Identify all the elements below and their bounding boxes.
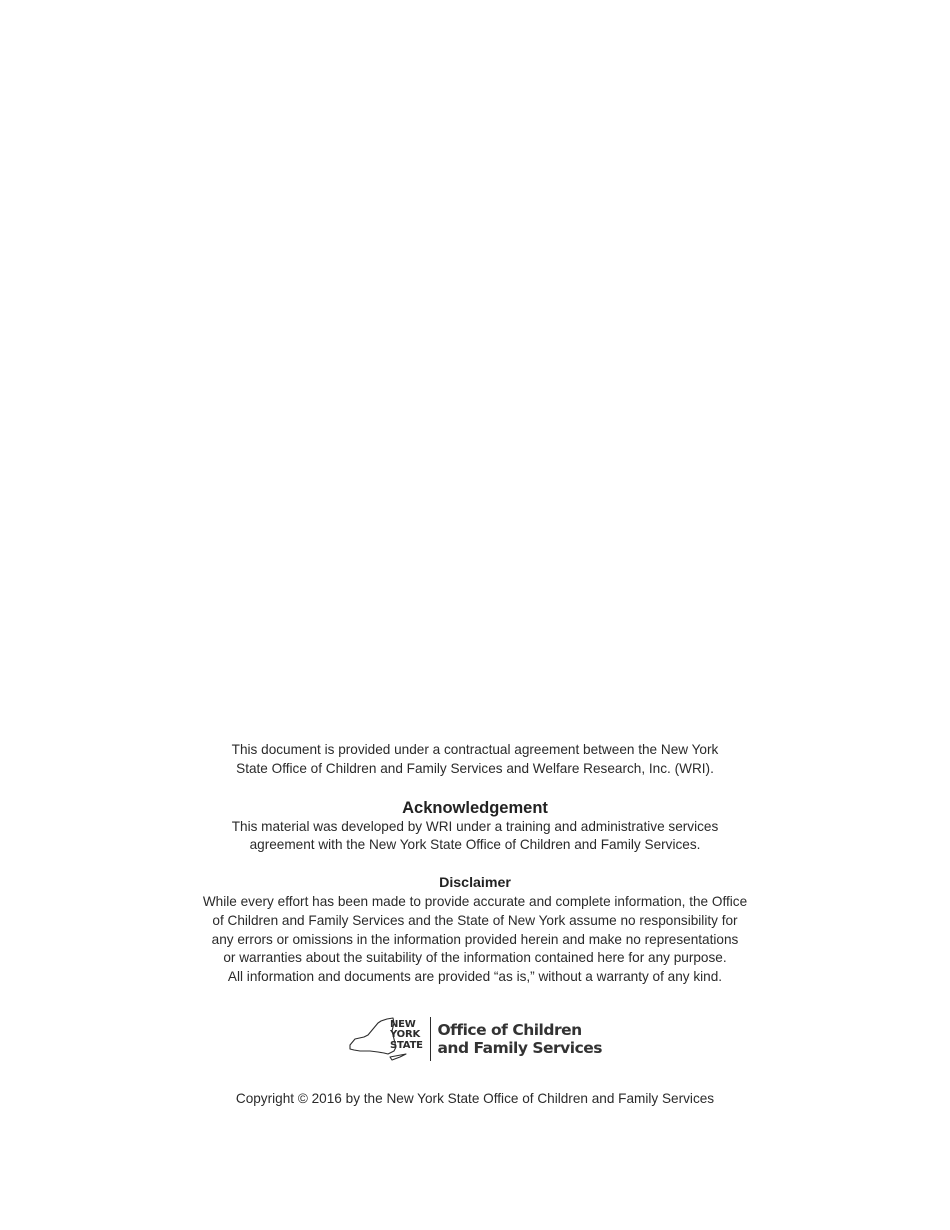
org-name-line: and Family Services (437, 1038, 603, 1057)
document-footer-content (0, 741, 950, 1108)
ocfs-wordmark (437, 1021, 602, 1057)
acknowledgement-section (0, 798, 950, 856)
state-word: NEW (389, 1018, 416, 1030)
acknowledgement-line: This material was developed by WRI under a training and administrative services (231, 818, 719, 834)
logo-divider (430, 1017, 432, 1061)
new-york-state-wordmark (390, 1020, 423, 1052)
acknowledgement-line: agreement with the New York State Office of Children and Family Services. (249, 837, 701, 853)
disclaimer-line: of Children and Family Services and the State of New York assume no responsibility for (212, 912, 738, 928)
state-word: STATE (389, 1039, 423, 1051)
disclaimer-line: While every effort has been made to provide accurate and complete information, the Office (202, 893, 748, 909)
disclaimer-section (0, 874, 950, 987)
org-name-line: Office of Children (437, 1020, 582, 1039)
copyright-notice: Copyright © 2016 by the New York State Office of Children and Family Services (235, 1090, 715, 1106)
disclaimer-line: All information and documents are provided “as is,” without a warranty of any kind. (227, 969, 723, 985)
intro-statement (0, 741, 950, 779)
disclaimer-heading: Disclaimer (439, 875, 511, 892)
intro-paragraph (0, 741, 950, 779)
new-york-state-outline-icon (348, 1015, 424, 1063)
state-word: YORK (389, 1029, 420, 1041)
disclaimer-line: any errors or omissions in the information provided herein and make no representations (211, 931, 739, 947)
intro-line: This document is provided under a contractual agreement between the New York (231, 742, 719, 757)
acknowledgement-paragraph (0, 818, 950, 856)
disclaimer-paragraph (0, 893, 950, 987)
disclaimer-line: or warranties about the suitability of the information contained here for any purpose. (223, 950, 727, 966)
intro-line: State Office of Children and Family Services and Welfare Research, Inc. (WRI). (236, 760, 714, 776)
ocfs-logo (0, 1015, 950, 1063)
logo-lockup (348, 1015, 602, 1063)
acknowledgement-heading: Acknowledgement (402, 798, 548, 817)
